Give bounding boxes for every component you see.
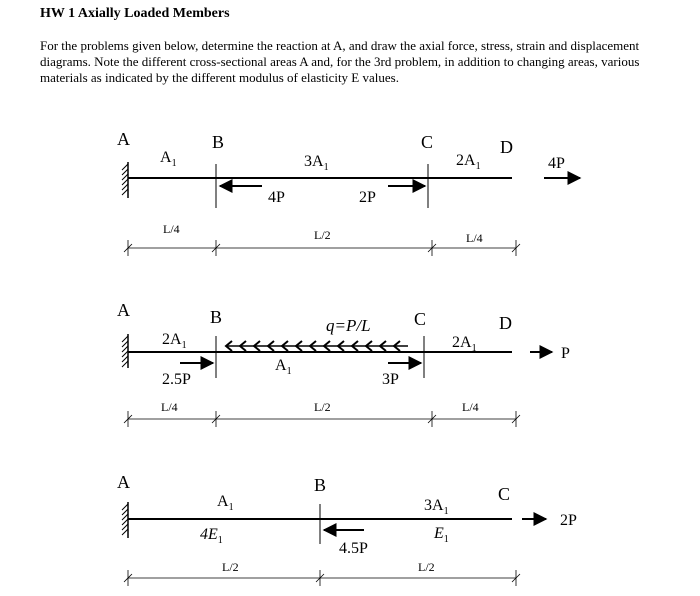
dimension-line [124, 570, 520, 586]
length-label-2: L/2 [314, 400, 331, 414]
area-label-2: $3A_1$ [304, 153, 329, 173]
point-label-a: A [117, 472, 130, 492]
point-label-b: B [314, 475, 327, 495]
load-label-b: 2.5P [162, 371, 191, 388]
load-label-c: 2P [359, 189, 376, 206]
load-label-b: 4P [268, 189, 285, 206]
load-label-c: 2P [560, 512, 577, 529]
length-label-2: L/2 [418, 560, 435, 574]
area-label-2: $3A_1$ [424, 497, 449, 517]
fixed-support-a [122, 162, 128, 198]
problem-2-diagram [117, 300, 570, 427]
point-label-c: C [498, 484, 511, 504]
fixed-support-a [122, 502, 128, 538]
area-label-1: $2A_1$ [162, 331, 187, 351]
load-label-d: 4P [548, 155, 565, 172]
page-title: HW 1 Axially Loaded Members [40, 6, 230, 21]
point-label-c: C [421, 132, 434, 152]
point-label-a: A [117, 129, 130, 149]
distributed-load-arrows [226, 341, 408, 351]
length-label-3: L/4 [462, 400, 479, 414]
area-label-2: $A_1$ [275, 357, 292, 377]
point-label-a: A [117, 300, 130, 320]
modulus-label-1: $4E_1$ [200, 526, 223, 546]
dimension-line [124, 240, 520, 256]
length-label-1: L/4 [163, 222, 180, 236]
area-label-3: $2A_1$ [456, 152, 481, 172]
load-label-d: P [561, 345, 570, 362]
length-label-3: L/4 [466, 231, 483, 245]
area-label-1: $A_1$ [160, 149, 177, 169]
modulus-label-2: $E_1$ [434, 525, 449, 545]
problem-instructions: For the problems given below, determine the reaction at A, and draw the axial force, stress, strain and displacement diagrams. Note the different cross-sectional areas A and, for the 3rd problem, in addition to changing areas, various materials as indicated by the different modulus of elasticity E values. [40, 38, 640, 85]
load-label-b: 4.5P [339, 540, 368, 557]
distributed-load-label: q=P/L [326, 316, 371, 335]
problem-3-diagram [117, 472, 577, 586]
point-label-d: D [500, 137, 513, 157]
fixed-support-a [122, 334, 128, 368]
point-label-d: D [499, 313, 512, 333]
length-label-1: L/2 [222, 560, 239, 574]
point-label-b: B [210, 307, 223, 327]
problem-1-diagram [117, 129, 580, 256]
length-label-2: L/2 [314, 228, 331, 242]
load-label-c: 3P [382, 371, 399, 388]
length-label-1: L/4 [161, 400, 178, 414]
area-label-1: $A_1$ [217, 493, 234, 513]
area-label-3: $2A_1$ [452, 334, 477, 354]
point-label-c: C [414, 309, 427, 329]
point-label-b: B [212, 132, 225, 152]
